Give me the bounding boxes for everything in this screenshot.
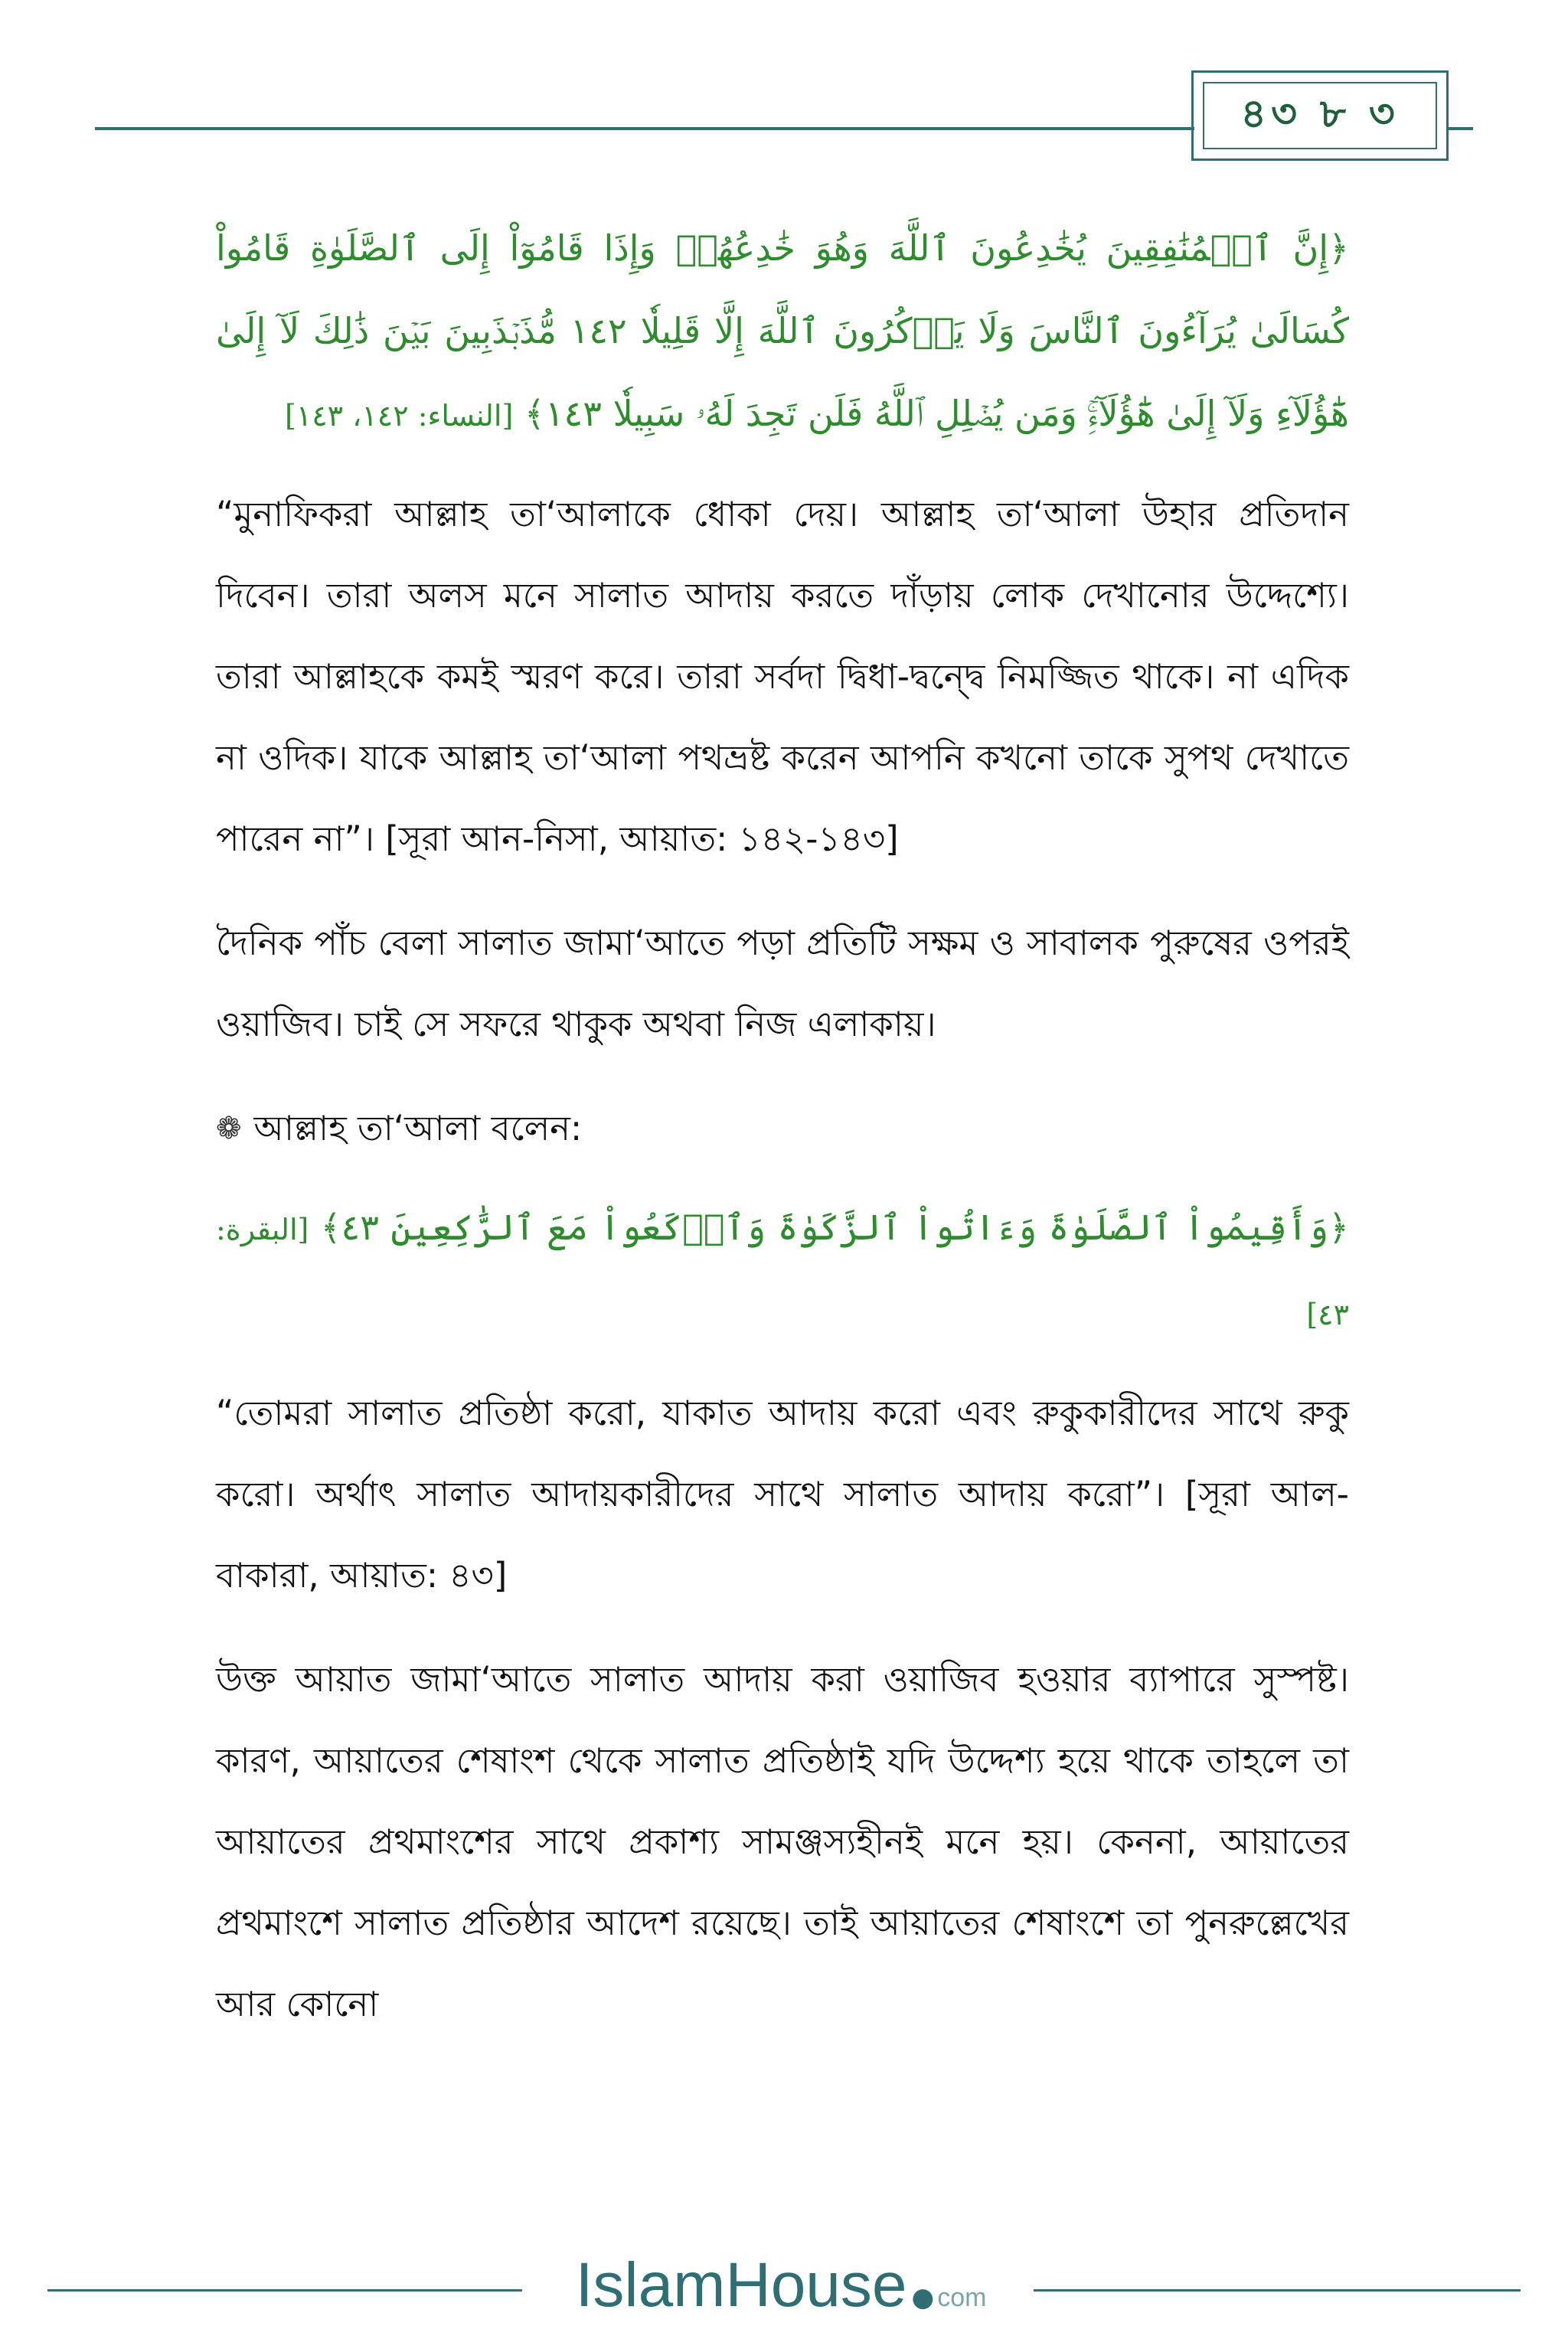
- translation-paragraph: “তোমরা সালাত প্রতিষ্ঠা করো, যাকাত আদায় করো এবং রুকুকারীদের সাথে রুকু করো। অর্থাৎ সালাত আদায়কারীদের সাথে সালাত আদায় করো”। [সূরা আল-বাকারা, আয়াত: ৪৩]: [216, 1393, 1349, 1596]
- footer-rule-left: [47, 2289, 522, 2292]
- brand-domain: com: [937, 2283, 987, 2312]
- quran-verse-text: ﴿إِنَّ ٱلۡمُنَٰفِقِينَ يُخَٰدِعُونَ ٱللَّهَ وَهُوَ خَٰدِعُهُمۡ وَإِذَا قَامُوٓاْ إِلَى ٱلصَّلَوٰةِ قَامُواْ كُسَالَىٰ يُرَآءُونَ ٱلنَّاسَ وَلَا يَذۡكُرُونَ ٱللَّهَ إِلَّا قَلِيلٗا ١٤٢ مُّذَبۡذَبِينَ بَيۡنَ ذَٰلِكَ لَآ إِلَىٰ هَٰٓؤُلَآءِ وَلَآ إِلَىٰ هَٰٓؤُلَآءِۚ وَمَن يُضۡلِلِ ٱللَّهُ فَلَن تَجِدَ لَهُۥ سَبِيلٗا ١٤٣﴾: [216, 227, 1349, 434]
- flower-ornament-icon: ❁: [216, 1111, 242, 1146]
- quran-verse-nisa: [216, 207, 1349, 457]
- header-rule-right: [1447, 127, 1473, 130]
- bullet-text: আল্লাহ তা‘আলা বলেন:: [253, 1108, 583, 1148]
- page-number-inner-frame: [1203, 82, 1437, 149]
- islamhouse-logo: [536, 2249, 1026, 2326]
- page-number: ৪৩ ৮ ৩: [1240, 90, 1400, 137]
- brand-dot-icon: ●: [911, 2282, 935, 2313]
- quran-verse-text: ﴿وَأَقِيمُواْ ٱلصَّلَوٰةَ وَءَاتُواْ ٱلزَّكَوٰةَ وَٱرۡكَعُواْ مَعَ ٱلرَّٰكِعِينَ ٤٣﴾: [320, 1207, 1349, 1248]
- bullet-line: [216, 1088, 1349, 1169]
- header-rule-left: [95, 127, 1194, 130]
- translation-paragraph: “মুনাফিকরা আল্লাহ তা‘আলাকে ধোকা দেয়। আল্লাহ তা‘আলা উহার প্রতিদান দিবেন। তারা অলস মনে সালাত আদায় করতে দাঁড়ায় লোক দেখানোর উদ্দেশ্যে। তারা আল্লাহকে কমই স্মরণ করে। তারা সর্বদা দ্বিধা-দ্বন্দ্বে নিমজ্জিত থাকে। না এদিক না ওদিক। যাকে আল্লাহ তা‘আলা পথভ্রষ্ট করেন আপনি কখনো তাকে সুপথ দেখাতে পারেন না”। [সূরা আন-নিসা, আয়াত: ১৪২-১৪৩]: [216, 494, 1349, 859]
- quran-verse-reference: [البقرة: ٤٣]: [216, 1213, 1349, 1331]
- brand-name: IslamHouse: [575, 2250, 907, 2320]
- page-number-box: [1191, 70, 1449, 161]
- footer-rule-right: [1034, 2289, 1521, 2292]
- quran-verse-reference: [النساء: ١٤٢، ١٤٣]: [284, 399, 514, 433]
- body-paragraph: উক্ত আয়াত জামা‘আতে সালাত আদায় করা ওয়াজিব হওয়ার ব্যাপারে সুস্পষ্ট। কারণ, আয়াতের শেষাংশ থেকে সালাত প্রতিষ্ঠাই যদি উদ্দেশ্য হয়ে থাকে তাহলে তা আয়াতের প্রথমাংশের সাথে প্রকাশ্য সামঞ্জস্যহীনই মনে হয়। কেননা, আয়াতের প্রথমাংশে সালাত প্রতিষ্ঠার আদেশ রয়েছে। তাই আয়াতের শেষাংশে তা পুনরুল্লেখের আর কোনো: [216, 1659, 1349, 2024]
- quran-verse-baqara: [216, 1186, 1349, 1356]
- body-paragraph: দৈনিক পাঁচ বেলা সালাত জামা‘আতে পড়া প্রতিটি সক্ষম ও সাবালক পুরুষের ওপরই ওয়াজিব। চাই সে সফরে থাকুক অথবা নিজ এলাকায়।: [216, 923, 1349, 1044]
- page-content: [216, 207, 1349, 2045]
